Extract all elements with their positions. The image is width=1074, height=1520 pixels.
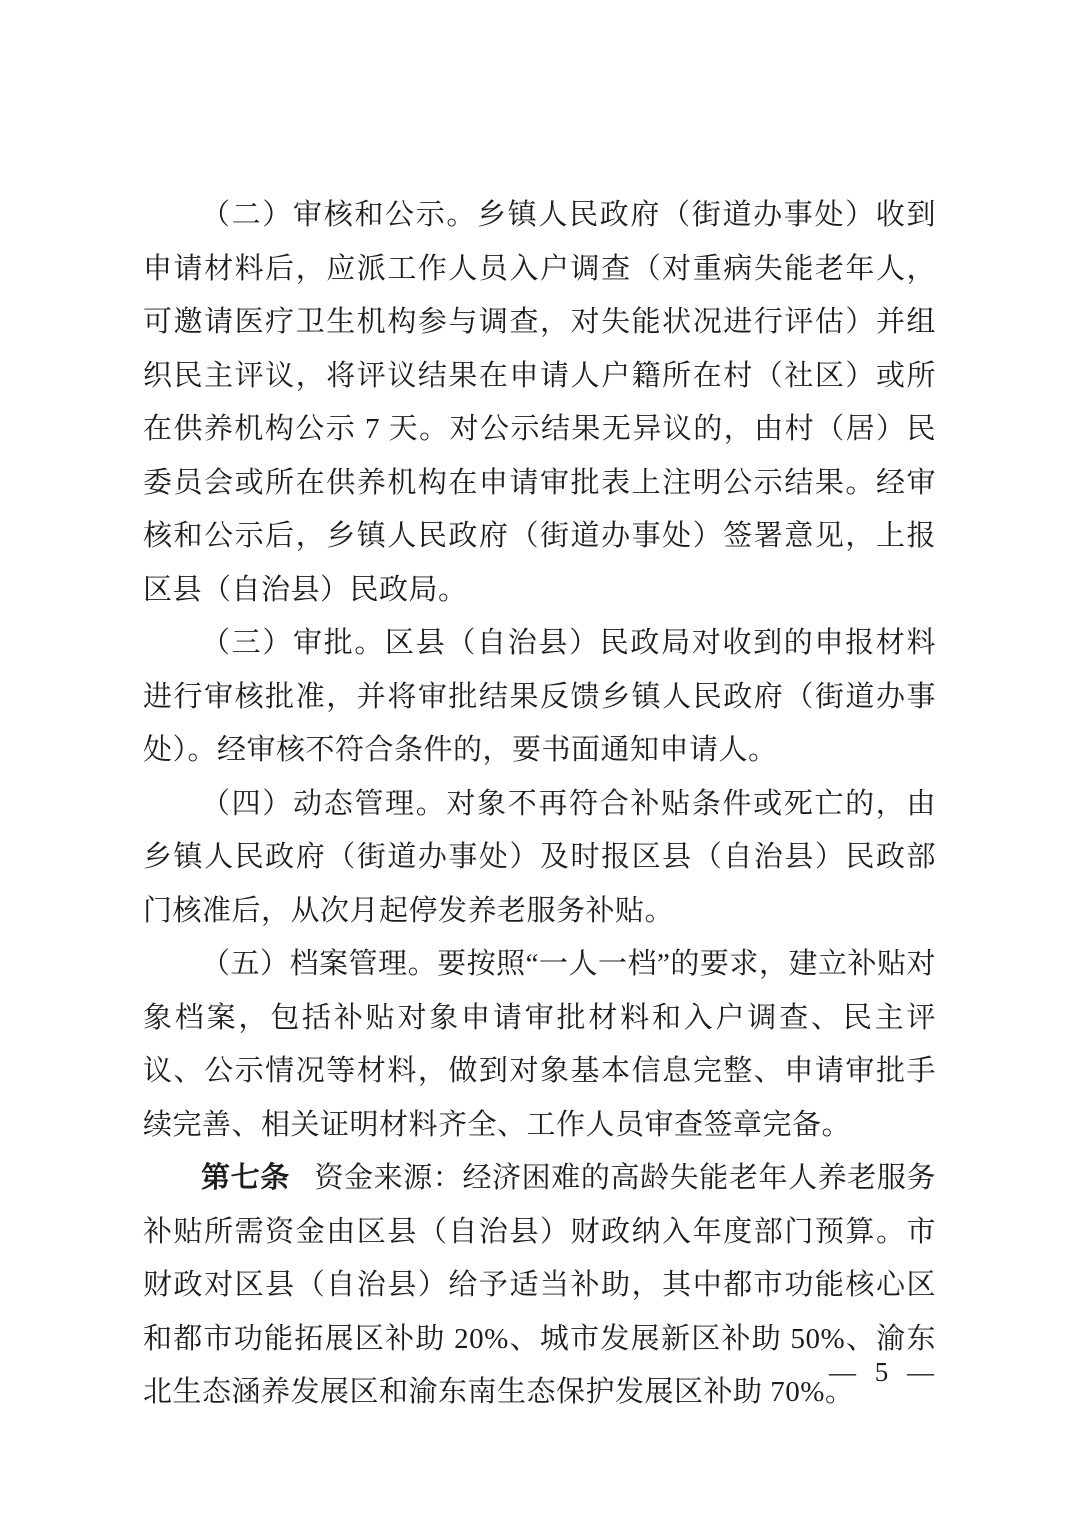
paragraph-item-3-approval: （三）审批。区县（自治县）民政局对收到的申报材料进行审核批准，并将审批结果反馈乡镇人民政府（街道办事处）。经审核不符合条件的，要书面通知申请人。 — [143, 627, 936, 766]
paragraph-item-2-review-publicity: （二）审核和公示。乡镇人民政府（街道办事处）收到申请材料后，应派工作人员入户调查（对重病失能老年人，可邀请医疗卫生机构参与调查，对失能状况进行评估）并组织民主评议，将评议结果在申请人户籍所在村（社区）或所在供养机构公示 7 天。对公示结果无异议的，由村（居）民委员会或所在供养机构在申请审批表上注明公示结果。经审核和公示后，乡镇人民政府（街道办事处）签署意见，上报区县（自治县）民政局。 — [143, 199, 936, 606]
document-body — [143, 189, 936, 1420]
paragraph-item-5-archive-management: （五）档案管理。要按照“一人一档”的要求，建立补贴对象档案，包括补贴对象申请审批材料和入户调查、民主评议、公示情况等材料，做到对象基本信息完整、申请审批手续完善、相关证明材料齐全、工作人员审查签章完备。 — [143, 948, 936, 1141]
article-7-text: 资金来源：经济困难的高龄失能老年人养老服务补贴所需资金由区县（自治县）财政纳入年度部门预算。市财政对区县（自治县）给予适当补助，其中都市功能核心区和都市功能拓展区补助 20%、城市发展新区补助 50%、渝东北生态涵养发展区和渝东南生态保护发展区补助 70%。 — [143, 1162, 936, 1408]
article-7-number: 第七条 — [201, 1162, 290, 1194]
paragraph-article-7 — [143, 1152, 936, 1420]
paragraph-item-4-dynamic-management: （四）动态管理。对象不再符合补贴条件或死亡的，由乡镇人民政府（街道办事处）及时报区县（自治县）民政部门核准后，从次月起停发养老服务补贴。 — [143, 787, 936, 927]
page-number: — 5 — — [829, 1357, 940, 1387]
